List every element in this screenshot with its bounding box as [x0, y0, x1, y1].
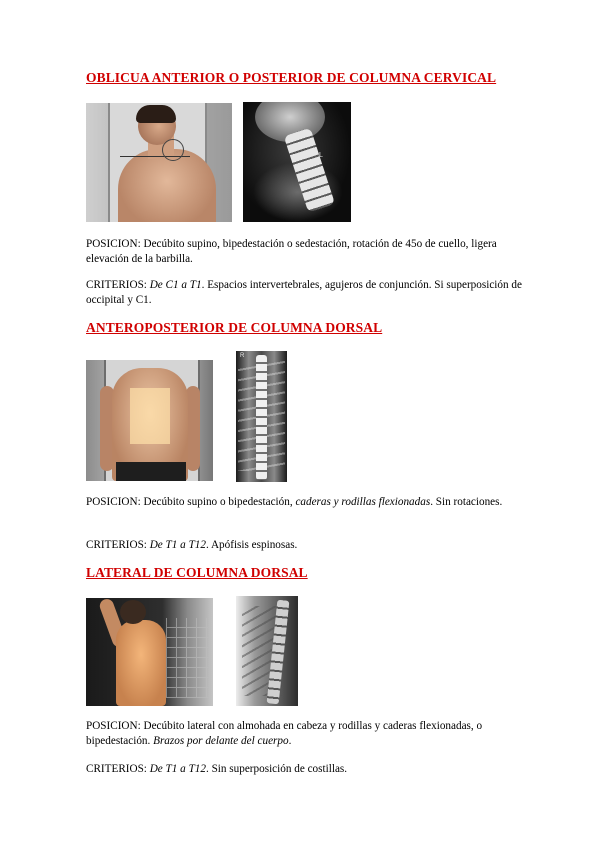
criterios-text-cervical-oblique: CRITERIOS: De C1 a T1. Espacios intervertebrales, agujeros de conjunción. Si superposición de occipital y C1.	[86, 279, 522, 306]
xray-image-dorsal-lateral	[236, 596, 298, 706]
patient-position-photo-dorsal-lateral	[86, 598, 213, 706]
section-heading-cervical-oblique: OBLICUA ANTERIOR O POSTERIOR DE COLUMNA CERVICAL	[86, 70, 497, 85]
posicion-text-dorsal-lateral: POSICION: Decúbito lateral con almohada en cabeza y rodillas y caderas flexionadas, o bipedestación. Brazos por delante del cuerpo.	[86, 720, 483, 747]
xray-image-dorsal-ap	[236, 351, 287, 482]
patient-position-photo-dorsal-ap	[86, 360, 213, 481]
criterios-text-dorsal-ap: CRITERIOS: De T1 a T12. Apófisis espinosas.	[86, 539, 298, 551]
criterios-text-dorsal-lateral: CRITERIOS: De T1 a T12. Sin superposición de costillas.	[86, 763, 348, 775]
posicion-text-dorsal-ap: POSICION: Decúbito supino o bipedestación, caderas y rodillas flexionadas. Sin rotaciones.	[86, 496, 503, 508]
xray-side-marker: L	[319, 152, 323, 159]
section-heading-dorsal-lateral: LATERAL DE COLUMNA DORSAL	[86, 565, 308, 580]
section-heading-dorsal-ap: ANTEROPOSTERIOR DE COLUMNA DORSAL	[86, 320, 383, 335]
xray-side-marker: R	[240, 353, 245, 359]
patient-position-photo-cervical-oblique	[86, 103, 232, 222]
xray-image-cervical-oblique	[243, 102, 351, 222]
posicion-text-cervical-oblique: POSICION: Decúbito supino, bipedestación o sedestación, rotación de 45o de cuello, ligera elevación de la barbilla.	[86, 238, 497, 265]
